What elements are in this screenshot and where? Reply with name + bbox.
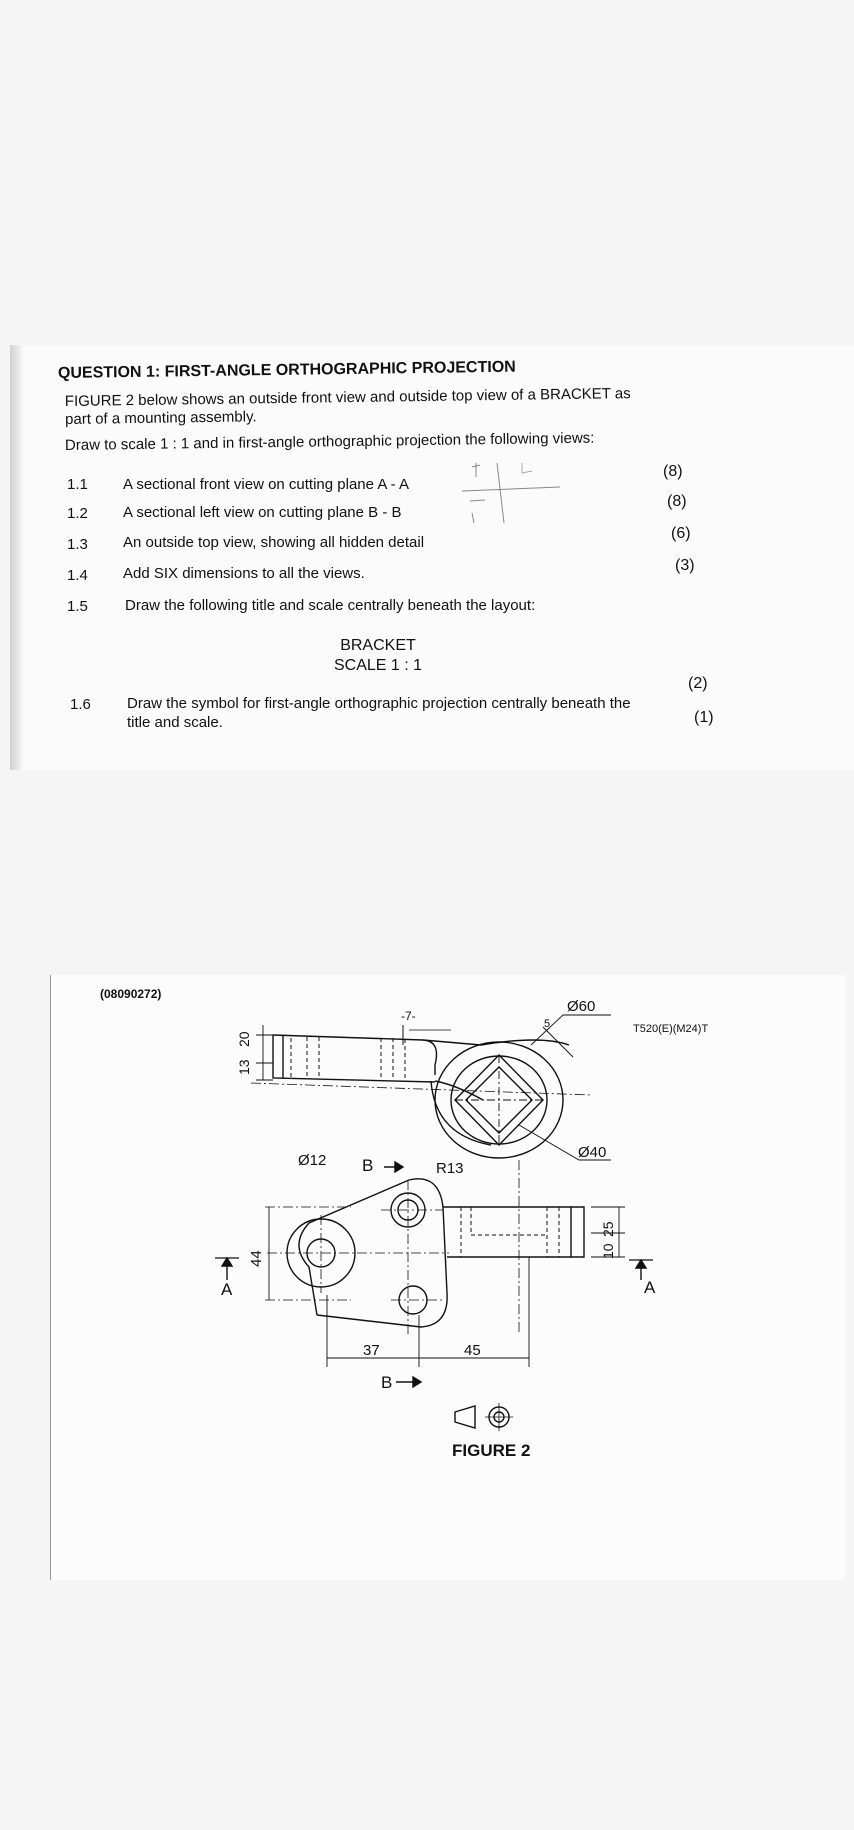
title-block-scale: SCALE 1 : 1 <box>333 657 423 674</box>
item-mark: (6) <box>671 525 691 542</box>
intro-line-1: FIGURE 2 below shows an outside front view and outside top view of a BRACKET as <box>64 385 631 411</box>
item-text: Add SIX dimensions to all the views. <box>123 565 365 582</box>
item-mark: (8) <box>667 493 687 510</box>
svg-text:A: A <box>644 1278 656 1297</box>
paper-reference: T520(E)(M24)T <box>633 1023 709 1035</box>
svg-text:A: A <box>221 1280 233 1299</box>
svg-text:13: 13 <box>236 1059 252 1075</box>
svg-text:B: B <box>362 1156 374 1175</box>
item-text: Draw the following title and scale centrally beneath the layout: <box>125 597 536 614</box>
svg-text:25: 25 <box>600 1221 616 1237</box>
item-number: 1.3 <box>67 536 88 553</box>
question-page <box>10 345 854 770</box>
svg-text:Ø60: Ø60 <box>567 998 596 1015</box>
item-text: A sectional left view on cutting plane B - B <box>123 504 402 521</box>
pencil-scribble <box>450 453 580 533</box>
item-number: 1.5 <box>67 598 88 615</box>
item-mark: (3) <box>675 557 695 574</box>
svg-text:44: 44 <box>248 1250 265 1267</box>
figure-page <box>50 975 845 1580</box>
item-text-line-2: title and scale. <box>127 714 223 731</box>
item-text-line-1: Draw the symbol for first-angle orthographic projection centrally beneath the <box>127 695 631 712</box>
hidden-lines-top <box>461 1207 559 1257</box>
first-angle-symbol <box>455 1403 513 1431</box>
svg-text:37: 37 <box>363 1342 380 1359</box>
svg-text:B: B <box>381 1373 393 1392</box>
vertical-dims-front <box>256 1025 273 1080</box>
hidden-lines-front <box>291 1037 405 1081</box>
item-mark: (2) <box>688 675 708 692</box>
intro-line-2: part of a mounting assembly. <box>65 408 257 428</box>
question-title: QUESTION 1: FIRST-ANGLE ORTHOGRAPHIC PROJECTION <box>57 358 516 382</box>
intro-paragraph <box>65 384 705 429</box>
item-number: 1.2 <box>67 505 88 522</box>
svg-text:5: 5 <box>544 1018 551 1030</box>
item-text: An outside top view, showing all hidden detail <box>123 534 425 551</box>
figure-caption: FIGURE 2 <box>452 1441 531 1460</box>
centre-lines-top <box>265 1160 519 1335</box>
svg-text:Ø12: Ø12 <box>298 1152 327 1169</box>
bracket-drawing <box>51 975 845 1580</box>
instruction: Draw to scale 1 : 1 and in first-angle orthographic projection the following views: <box>64 429 595 454</box>
svg-text:Ø40: Ø40 <box>578 1144 607 1161</box>
item-text: A sectional front view on cutting plane A - A <box>123 476 410 493</box>
item-number: 1.6 <box>70 696 91 713</box>
item-mark: (1) <box>694 709 714 726</box>
svg-text:R13: R13 <box>436 1160 464 1177</box>
item-number: 1.1 <box>67 476 88 493</box>
front-view <box>273 1035 569 1158</box>
svg-text:45: 45 <box>464 1342 481 1359</box>
svg-text:20: 20 <box>236 1031 252 1047</box>
item-mark: (8) <box>663 463 683 480</box>
page-shadow <box>10 345 24 770</box>
title-block-name: BRACKET <box>340 637 416 654</box>
page-number: -7- <box>401 1009 416 1023</box>
item-number: 1.4 <box>67 567 88 584</box>
svg-text:10: 10 <box>600 1243 616 1259</box>
dimension-labels <box>221 998 656 1392</box>
paper-code: (08090272) <box>100 987 162 1001</box>
